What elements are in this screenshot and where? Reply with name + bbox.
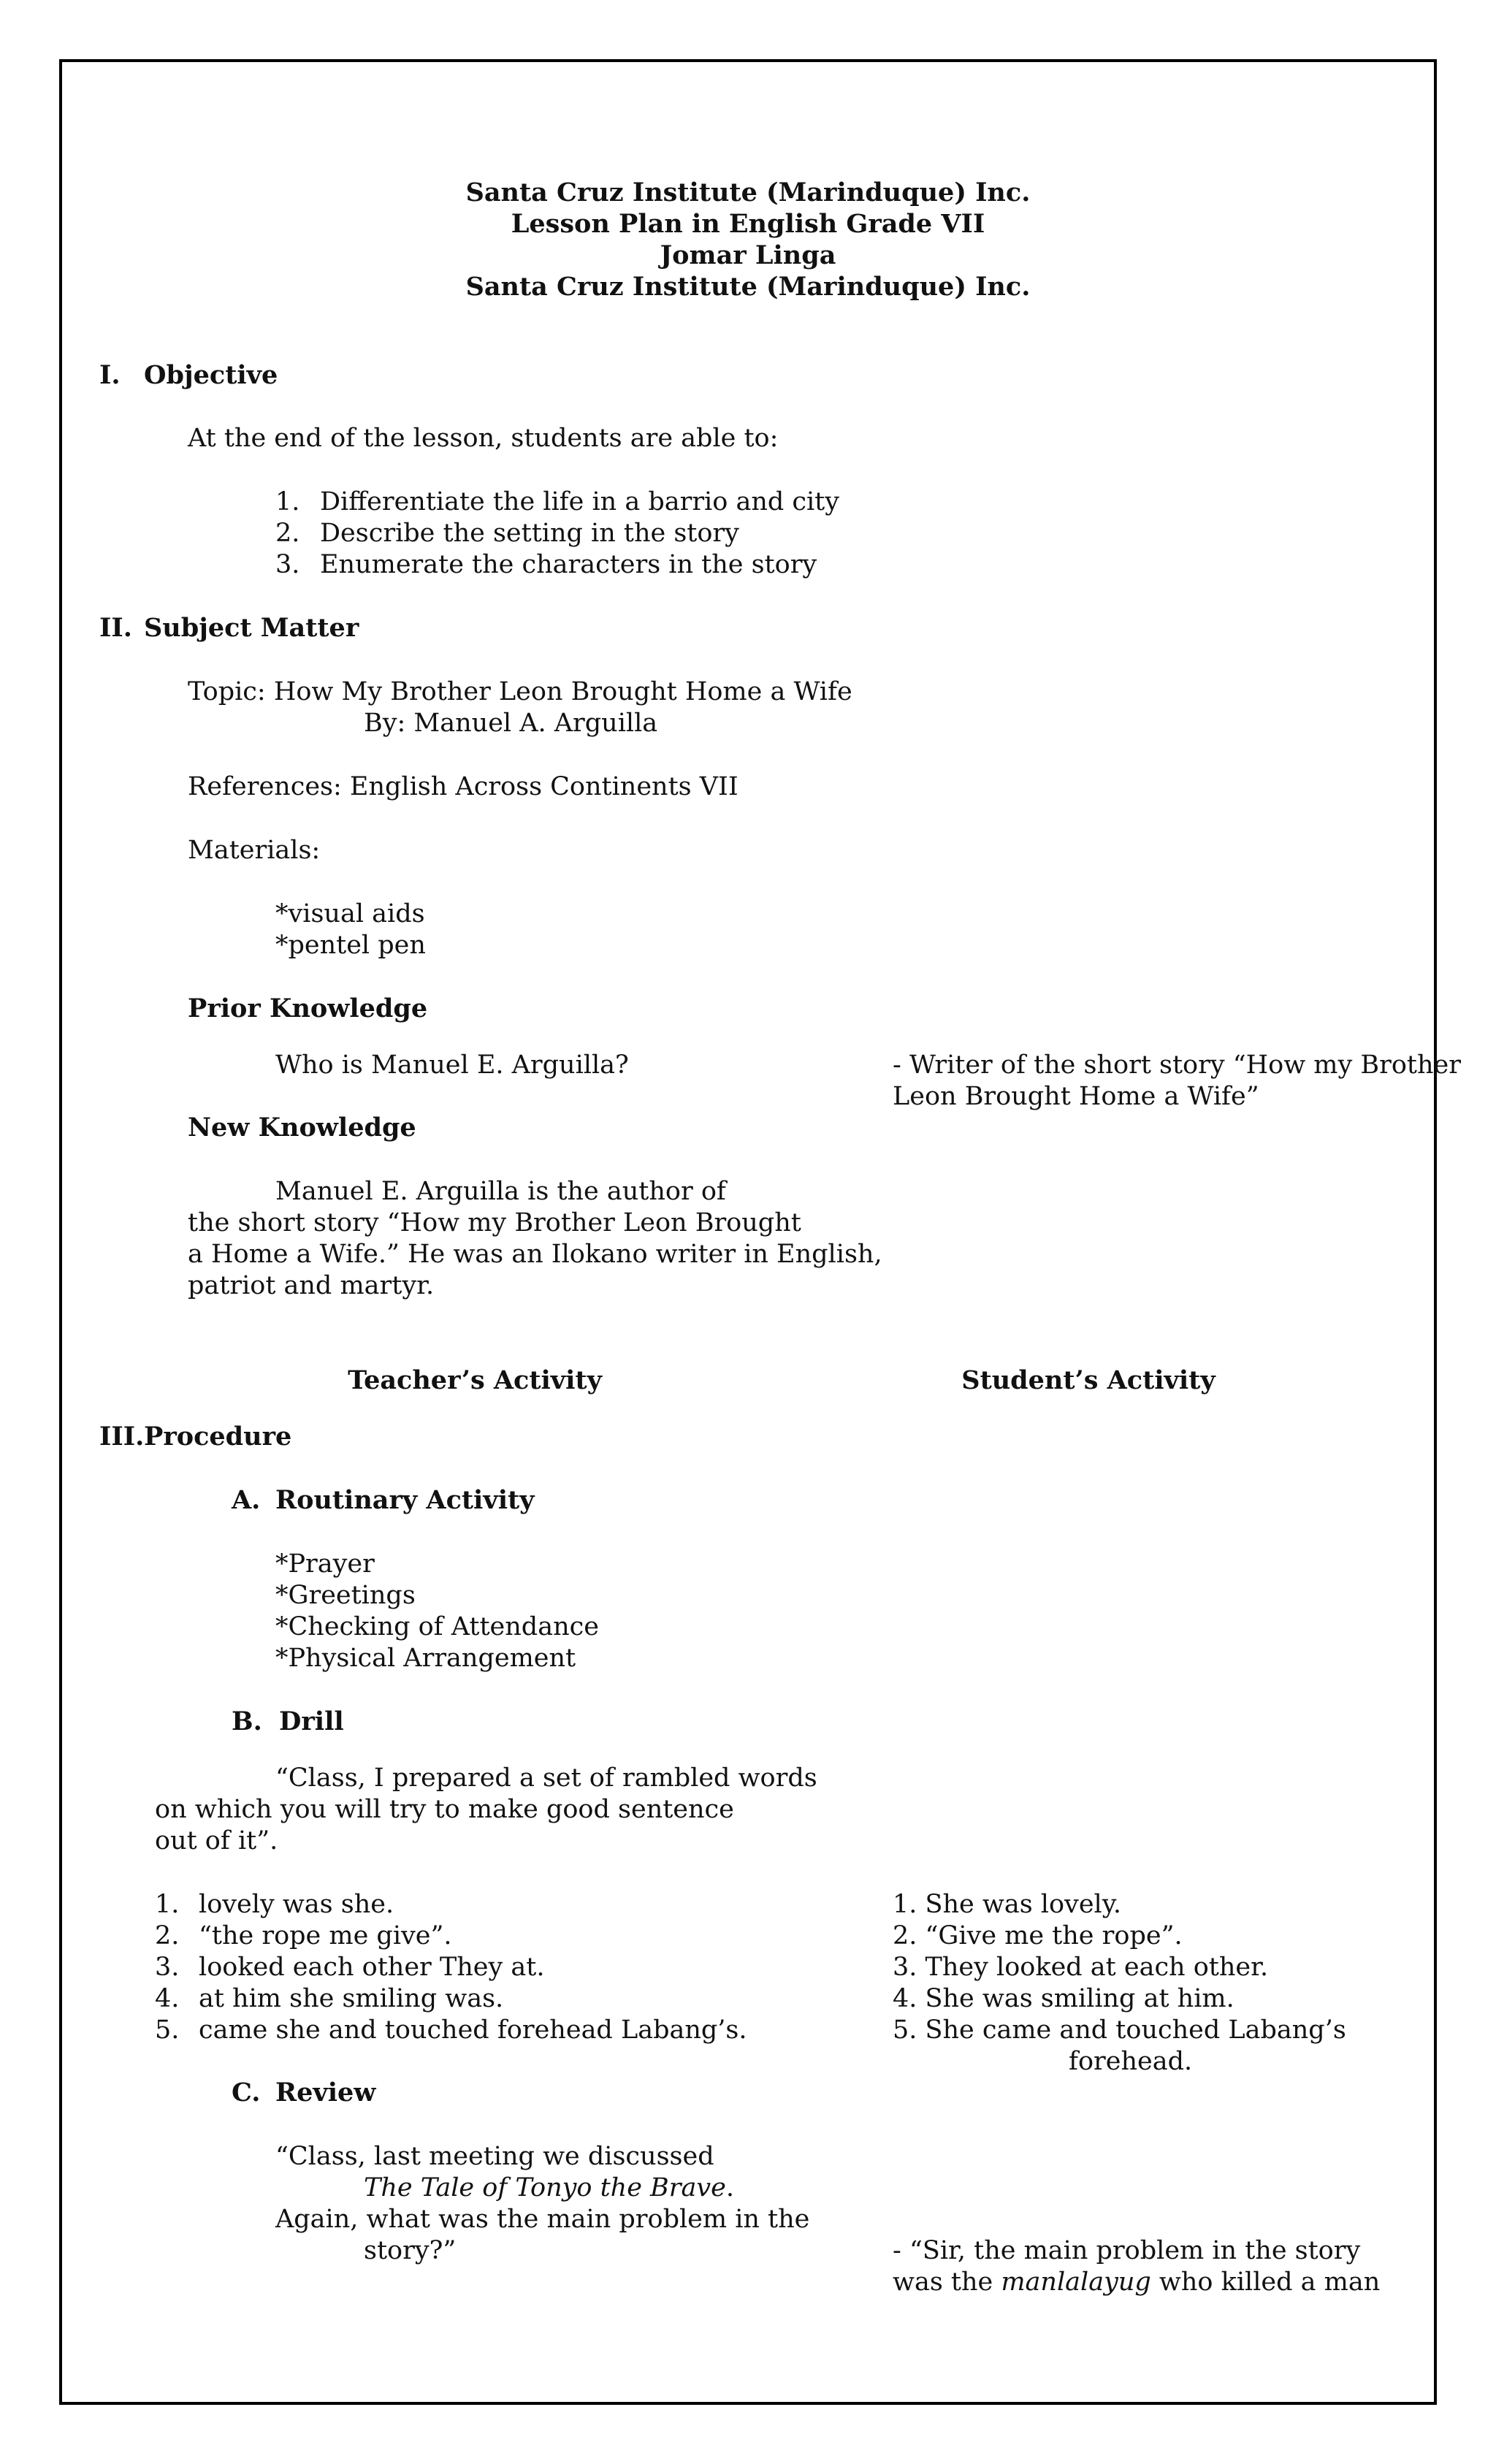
drill-item-num: 2. <box>155 1921 180 1950</box>
teacher-activity-heading: Teacher’s Activity <box>348 1365 602 1395</box>
routine-heading: Routinary Activity <box>275 1485 535 1515</box>
prior-knowledge-heading: Prior Knowledge <box>188 993 428 1023</box>
review-heading: Review <box>275 2078 376 2108</box>
routine-item: *Greetings <box>275 1581 416 1610</box>
drill-letter: B. <box>232 1706 262 1736</box>
objective-item: Enumerate the characters in the story <box>320 550 817 579</box>
references-line: References: English Across Continents VII <box>188 772 739 801</box>
objective-item: Differentiate the life in a barrio and city <box>320 487 840 516</box>
review-letter: C. <box>232 2078 261 2108</box>
review-answer-term: manlalayug <box>1001 2267 1151 2297</box>
drill-item-num: 4. <box>155 1984 180 2013</box>
drill-item: lovely was she. <box>199 1890 394 1919</box>
objective-heading: Objective <box>144 360 278 390</box>
topic-line: Topic: How My Brother Leon Brought Home a Wife <box>188 677 852 706</box>
author-line: By: Manuel A. Arguilla <box>364 709 658 738</box>
review-answer-pre: was the <box>893 2267 1001 2297</box>
procedure-heading: Procedure <box>144 1422 292 1452</box>
materials-label: Materials: <box>188 836 321 865</box>
subject-numeral: II. <box>99 613 132 643</box>
review-line: Again, what was the main problem in the <box>275 2205 810 2234</box>
review-answer: - “Sir, the main problem in the story <box>893 2236 1361 2265</box>
review-answer-line <box>893 2266 1380 2298</box>
review-book-title: The Tale of Tonyo the Brave <box>364 2173 726 2202</box>
student-activity-heading: Student’s Activity <box>961 1365 1216 1395</box>
objective-intro: At the end of the lesson, students are able to: <box>188 424 779 453</box>
new-knowledge-line: a Home a Wife.” He was an Ilokano writer in English, <box>188 1240 882 1269</box>
drill-intro-line: on which you will try to make good sentence <box>155 1795 734 1824</box>
material-item: *visual aids <box>275 899 425 928</box>
prior-knowledge-answer: - Writer of the short story “How my Brother <box>893 1050 1461 1080</box>
review-book-line <box>364 2172 734 2204</box>
review-line: “Class, last meeting we discussed <box>275 2142 714 2171</box>
objective-item-num: 1. <box>275 487 300 516</box>
objective-item-num: 2. <box>275 519 300 548</box>
review-book-period: . <box>725 2173 735 2202</box>
teacher-name: Jomar Linga <box>660 240 836 270</box>
drill-answer: 2. “Give me the rope”. <box>893 1921 1183 1950</box>
objective-item-num: 3. <box>275 550 300 579</box>
review-answer-post: who killed a man <box>1150 2267 1381 2297</box>
school-name-repeat: Santa Cruz Institute (Marinduque) Inc. <box>465 272 1031 302</box>
routine-item: *Physical Arrangement <box>275 1644 576 1673</box>
new-knowledge-heading: New Knowledge <box>188 1113 416 1143</box>
material-item: *pentel pen <box>275 931 426 960</box>
new-knowledge-line: Manuel E. Arguilla is the author of <box>275 1177 726 1206</box>
routine-item: *Prayer <box>275 1549 375 1579</box>
drill-intro-line: out of it”. <box>155 1826 278 1855</box>
drill-answer-continuation: forehead. <box>1069 2047 1193 2076</box>
drill-item-num: 1. <box>155 1890 180 1919</box>
drill-item-num: 3. <box>155 1953 180 1982</box>
routine-item: *Checking of Attendance <box>275 1612 599 1641</box>
drill-intro-line: “Class, I prepared a set of rambled words <box>275 1763 817 1793</box>
review-line: story?” <box>364 2236 457 2265</box>
objective-item: Describe the setting in the story <box>320 519 739 548</box>
drill-heading: Drill <box>279 1706 344 1736</box>
subject-heading: Subject Matter <box>144 613 359 643</box>
new-knowledge-line: the short story “How my Brother Leon Brought <box>188 1208 801 1237</box>
drill-item-num: 5. <box>155 2015 180 2045</box>
procedure-numeral: III. <box>99 1422 145 1452</box>
prior-knowledge-question: Who is Manuel E. Arguilla? <box>275 1050 629 1080</box>
drill-answer: 3. They looked at each other. <box>893 1953 1269 1982</box>
drill-answer: 1. She was lovely. <box>893 1890 1121 1919</box>
objective-numeral: I. <box>99 360 121 390</box>
drill-answer: 5. She came and touched Labang’s <box>893 2015 1346 2045</box>
drill-item: “the rope me give”. <box>199 1921 452 1950</box>
drill-item: came she and touched forehead Labang’s. <box>199 2015 747 2045</box>
prior-knowledge-answer: Leon Brought Home a Wife” <box>893 1082 1259 1111</box>
new-knowledge-line: patriot and martyr. <box>188 1271 435 1300</box>
lesson-plan-title: Lesson Plan in English Grade VII <box>511 209 985 239</box>
school-name: Santa Cruz Institute (Marinduque) Inc. <box>465 178 1031 207</box>
drill-answer: 4. She was smiling at him. <box>893 1984 1234 2013</box>
drill-item: at him she smiling was. <box>199 1984 504 2013</box>
routine-letter: A. <box>232 1485 261 1515</box>
drill-item: looked each other They at. <box>199 1953 545 1982</box>
